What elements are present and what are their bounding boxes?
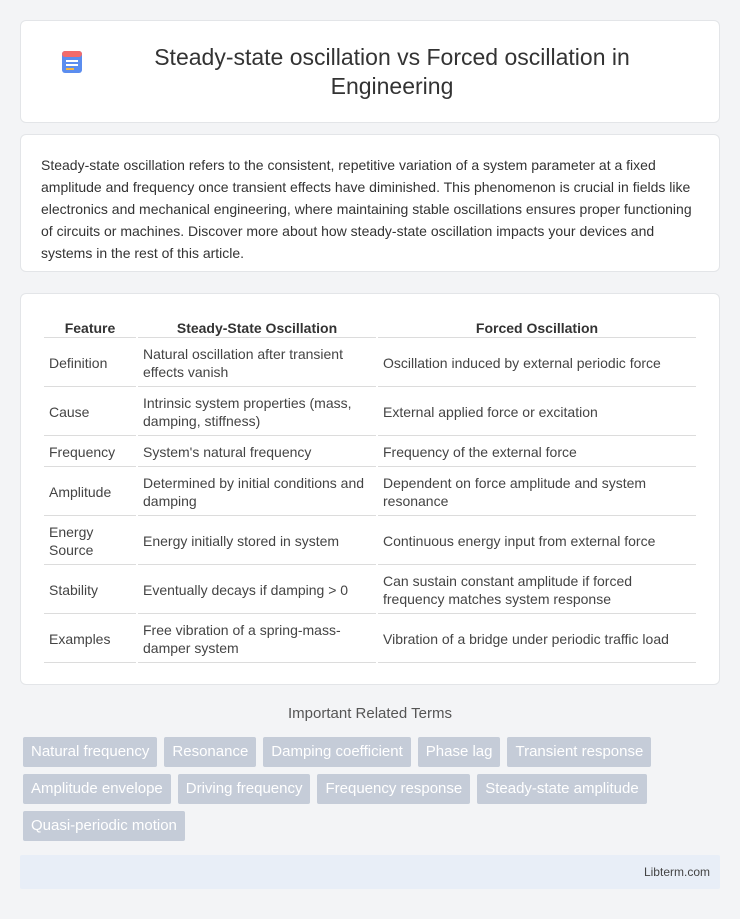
related-term-tag[interactable]: Damping coefficient [263,737,410,767]
table-header-row [44,316,696,338]
table-cell-forced: Frequency of the external force [378,438,696,467]
comparison-table [42,314,698,665]
related-term-tag[interactable]: Driving frequency [178,774,311,804]
table-cell-steady-state: Energy initially stored in system [138,518,376,565]
table-cell-feature: Amplitude [44,469,136,516]
table-cell-steady-state: System's natural frequency [138,438,376,467]
header [61,43,679,101]
table-header-steady-state: Steady-State Oscillation [138,316,376,338]
table-cell-feature: Stability [44,567,136,614]
related-term-tag[interactable]: Transient response [507,737,651,767]
table-cell-forced: Oscillation induced by external periodic force [378,340,696,387]
related-term-tag[interactable]: Quasi-periodic motion [23,811,185,841]
header-card [20,20,720,123]
table-cell-feature: Definition [44,340,136,387]
table-row [44,469,696,516]
table-cell-steady-state: Free vibration of a spring-mass-damper system [138,616,376,663]
table-cell-feature: Energy Source [44,518,136,565]
document-icon [61,50,83,74]
table-cell-forced: Vibration of a bridge under periodic traffic load [378,616,696,663]
table-cell-steady-state: Determined by initial conditions and damping [138,469,376,516]
table-cell-steady-state: Natural oscillation after transient effects vanish [138,340,376,387]
table-row [44,438,696,467]
related-term-tag[interactable]: Frequency response [317,774,470,804]
table-cell-forced: Continuous energy input from external force [378,518,696,565]
table-row [44,340,696,387]
table-header-feature: Feature [44,316,136,338]
table-row [44,567,696,614]
related-term-tag[interactable]: Resonance [164,737,256,767]
table-cell-forced: Dependent on force amplitude and system resonance [378,469,696,516]
table-cell-steady-state: Eventually decays if damping > 0 [138,567,376,614]
table-cell-steady-state: Intrinsic system properties (mass, damping, stiffness) [138,389,376,436]
related-term-tag[interactable]: Steady-state amplitude [477,774,646,804]
related-term-tag[interactable]: Natural frequency [23,737,157,767]
related-terms-list [23,737,723,848]
footer [20,855,720,889]
table-row [44,389,696,436]
footer-site-link[interactable]: Libterm.com [643,865,710,879]
table-header-forced: Forced Oscillation [378,316,696,338]
comparison-table-card [20,293,720,685]
table-cell-feature: Cause [44,389,136,436]
related-terms-title: Important Related Terms [288,705,452,722]
table-row [44,518,696,565]
related-term-tag[interactable]: Amplitude envelope [23,774,171,804]
table-row [44,616,696,663]
intro-text: Steady-state oscillation refers to the consistent, repetitive variation of a system parameter at a fixed amplitude and frequency once transient effects have diminished. This phenomenon is crucial in fields like electronics and mechanical engineering, where maintaining stable oscillations ensures proper functioning of circuits or machines. Discover more about how steady-state oscillation impacts your devices and systems in the rest of this article. [41,157,692,261]
page-title: Steady-state oscillation vs Forced oscillation in Engineering [154,43,630,99]
table-cell-forced: Can sustain constant amplitude if forced frequency matches system response [378,567,696,614]
related-term-tag[interactable]: Phase lag [418,737,501,767]
table-cell-forced: External applied force or excitation [378,389,696,436]
table-cell-feature: Frequency [44,438,136,467]
table-cell-feature: Examples [44,616,136,663]
intro-card [20,134,720,272]
